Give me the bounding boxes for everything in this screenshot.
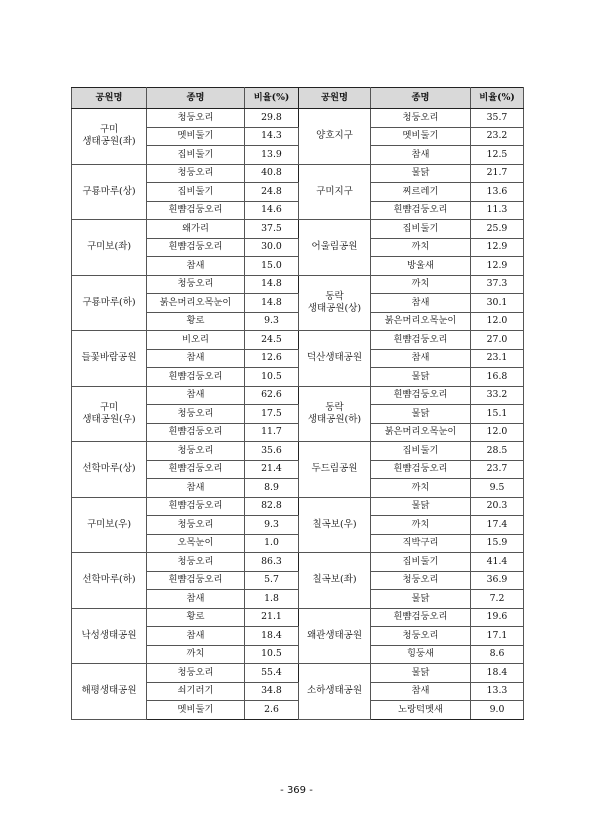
ratio-right: 23.1 <box>471 349 524 368</box>
ratio-right: 7.2 <box>471 590 524 609</box>
park-name-left: 해평생태공원 <box>72 664 147 720</box>
ratio-right: 28.5 <box>471 442 524 461</box>
species-right: 참새 <box>371 349 471 368</box>
species-right: 물닭 <box>371 497 471 516</box>
ratio-right: 41.4 <box>471 553 524 572</box>
page-number: - 369 - <box>280 785 313 796</box>
species-left: 흰뺨검둥오리 <box>147 460 245 479</box>
park-name-right: 동락 생태공원(상) <box>299 275 371 331</box>
ratio-right: 25.9 <box>471 220 524 239</box>
species-right: 흰뺨검둥오리 <box>371 386 471 405</box>
species-right: 흰뺨검둥오리 <box>371 608 471 627</box>
ratio-left: 21.4 <box>245 460 299 479</box>
species-right: 집비둘기 <box>371 553 471 572</box>
ratio-right: 23.7 <box>471 460 524 479</box>
species-right: 청둥오리 <box>371 109 471 128</box>
ratio-left: 21.1 <box>245 608 299 627</box>
ratio-right: 15.9 <box>471 534 524 553</box>
ratio-left: 82.8 <box>245 497 299 516</box>
species-left: 멧비둘기 <box>147 127 245 146</box>
species-right: 흰뺨검둥오리 <box>371 460 471 479</box>
ratio-left: 62.6 <box>245 386 299 405</box>
ratio-left: 14.8 <box>245 294 299 313</box>
park-name-right: 구미지구 <box>299 164 371 220</box>
species-right: 물닭 <box>371 405 471 424</box>
species-right: 흰뺨검둥오리 <box>371 331 471 350</box>
ratio-left: 35.6 <box>245 442 299 461</box>
ratio-right: 9.5 <box>471 479 524 498</box>
ratio-left: 2.6 <box>245 701 299 720</box>
species-right: 물닭 <box>371 368 471 387</box>
ratio-left: 86.3 <box>245 553 299 572</box>
species-right: 까치 <box>371 238 471 257</box>
park-name-right: 칠곡보(좌) <box>299 553 371 609</box>
park-name-left: 선학마루(하) <box>72 553 147 609</box>
species-right: 까치 <box>371 516 471 535</box>
ratio-right: 37.3 <box>471 275 524 294</box>
ratio-left: 18.4 <box>245 627 299 646</box>
header-species-left: 종명 <box>147 88 245 109</box>
park-name-left: 구미 생태공원(좌) <box>72 109 147 165</box>
table-body <box>72 109 524 720</box>
ratio-right: 23.2 <box>471 127 524 146</box>
park-name-left: 구미 생태공원(우) <box>72 386 147 442</box>
ratio-left: 29.8 <box>245 109 299 128</box>
header-species-right: 종명 <box>371 88 471 109</box>
ratio-left: 1.8 <box>245 590 299 609</box>
ratio-right: 36.9 <box>471 571 524 590</box>
species-left: 청둥오리 <box>147 405 245 424</box>
species-left: 청둥오리 <box>147 164 245 183</box>
species-left: 참새 <box>147 479 245 498</box>
ratio-left: 17.5 <box>245 405 299 424</box>
ratio-left: 15.0 <box>245 257 299 276</box>
ratio-right: 11.3 <box>471 201 524 220</box>
species-left: 황로 <box>147 312 245 331</box>
ratio-left: 5.7 <box>245 571 299 590</box>
species-left: 황로 <box>147 608 245 627</box>
ratio-right: 12.5 <box>471 146 524 165</box>
species-right: 찌르레기 <box>371 183 471 202</box>
bird-species-table <box>71 87 524 720</box>
species-left: 청둥오리 <box>147 553 245 572</box>
park-name-left: 낙성생태공원 <box>72 608 147 664</box>
species-right: 집비둘기 <box>371 220 471 239</box>
species-left: 쇠기러기 <box>147 682 245 701</box>
ratio-right: 9.0 <box>471 701 524 720</box>
table-row <box>72 553 524 572</box>
species-right: 직박구리 <box>371 534 471 553</box>
table-row <box>72 386 524 405</box>
table-row <box>72 220 524 239</box>
species-left: 까치 <box>147 645 245 664</box>
ratio-left: 10.5 <box>245 368 299 387</box>
ratio-right: 8.6 <box>471 645 524 664</box>
ratio-left: 8.9 <box>245 479 299 498</box>
species-left: 왜가리 <box>147 220 245 239</box>
ratio-left: 9.3 <box>245 516 299 535</box>
ratio-left: 13.9 <box>245 146 299 165</box>
species-right: 멧비둘기 <box>371 127 471 146</box>
ratio-left: 14.8 <box>245 275 299 294</box>
ratio-left: 34.8 <box>245 682 299 701</box>
park-name-right: 동락 생태공원(하) <box>299 386 371 442</box>
park-name-right: 양호지구 <box>299 109 371 165</box>
ratio-right: 12.0 <box>471 312 524 331</box>
species-left: 청둥오리 <box>147 109 245 128</box>
park-name-right: 왜관생태공원 <box>299 608 371 664</box>
table-row <box>72 109 524 128</box>
ratio-right: 13.6 <box>471 183 524 202</box>
park-name-right: 칠곡보(우) <box>299 497 371 553</box>
ratio-right: 35.7 <box>471 109 524 128</box>
species-right: 힝둥새 <box>371 645 471 664</box>
ratio-left: 11.7 <box>245 423 299 442</box>
species-left: 멧비둘기 <box>147 701 245 720</box>
ratio-right: 12.0 <box>471 423 524 442</box>
park-name-left: 들꽃바람공원 <box>72 331 147 387</box>
header-ratio-right: 비율(%) <box>471 88 524 109</box>
species-right: 참새 <box>371 146 471 165</box>
species-right: 붉은머리오목눈이 <box>371 423 471 442</box>
species-left: 참새 <box>147 386 245 405</box>
species-left: 참새 <box>147 590 245 609</box>
ratio-right: 17.1 <box>471 627 524 646</box>
species-right: 참새 <box>371 682 471 701</box>
ratio-left: 10.5 <box>245 645 299 664</box>
ratio-right: 27.0 <box>471 331 524 350</box>
species-right: 청둥오리 <box>371 571 471 590</box>
species-left: 흰뺨검둥오리 <box>147 238 245 257</box>
table-row <box>72 275 524 294</box>
species-right: 집비둘기 <box>371 442 471 461</box>
header-park-right: 공원명 <box>299 88 371 109</box>
ratio-right: 21.7 <box>471 164 524 183</box>
ratio-left: 14.3 <box>245 127 299 146</box>
ratio-right: 13.3 <box>471 682 524 701</box>
ratio-left: 24.8 <box>245 183 299 202</box>
ratio-left: 37.5 <box>245 220 299 239</box>
species-right: 물닭 <box>371 664 471 683</box>
species-right: 붉은머리오목눈이 <box>371 312 471 331</box>
species-left: 흰뺨검둥오리 <box>147 571 245 590</box>
park-name-left: 구미보(우) <box>72 497 147 553</box>
park-name-right: 덕산생태공원 <box>299 331 371 387</box>
park-name-right: 어울림공원 <box>299 220 371 276</box>
ratio-left: 55.4 <box>245 664 299 683</box>
species-left: 흰뺨검둥오리 <box>147 368 245 387</box>
ratio-left: 14.6 <box>245 201 299 220</box>
table-row <box>72 664 524 683</box>
ratio-left: 40.8 <box>245 164 299 183</box>
ratio-left: 24.5 <box>245 331 299 350</box>
species-right: 흰뺨검둥오리 <box>371 201 471 220</box>
ratio-left: 12.6 <box>245 349 299 368</box>
ratio-right: 30.1 <box>471 294 524 313</box>
park-name-left: 구룡마루(하) <box>72 275 147 331</box>
ratio-left: 30.0 <box>245 238 299 257</box>
ratio-right: 20.3 <box>471 497 524 516</box>
table-row <box>72 608 524 627</box>
park-name-left: 구룡마루(상) <box>72 164 147 220</box>
ratio-right: 18.4 <box>471 664 524 683</box>
species-left: 흰뺨검둥오리 <box>147 423 245 442</box>
species-right: 방울새 <box>371 257 471 276</box>
park-name-right: 두드림공원 <box>299 442 371 498</box>
species-left: 참새 <box>147 349 245 368</box>
species-left: 청둥오리 <box>147 442 245 461</box>
species-right: 노랑턱멧새 <box>371 701 471 720</box>
species-left: 오목눈이 <box>147 534 245 553</box>
park-name-left: 선학마루(상) <box>72 442 147 498</box>
ratio-right: 17.4 <box>471 516 524 535</box>
species-left: 비오리 <box>147 331 245 350</box>
species-right: 참새 <box>371 294 471 313</box>
species-left: 흰뺨검둥오리 <box>147 497 245 516</box>
species-left: 참새 <box>147 627 245 646</box>
species-right: 청둥오리 <box>371 627 471 646</box>
table-header-row <box>72 88 524 109</box>
header-park-left: 공원명 <box>72 88 147 109</box>
table-row <box>72 497 524 516</box>
species-left: 집비둘기 <box>147 146 245 165</box>
species-right: 까치 <box>371 275 471 294</box>
park-name-right: 소하생태공원 <box>299 664 371 720</box>
species-left: 청둥오리 <box>147 664 245 683</box>
species-left: 붉은머리오목눈이 <box>147 294 245 313</box>
ratio-right: 12.9 <box>471 238 524 257</box>
table-row <box>72 164 524 183</box>
species-right: 물닭 <box>371 164 471 183</box>
table-row <box>72 442 524 461</box>
ratio-left: 9.3 <box>245 312 299 331</box>
species-left: 청둥오리 <box>147 516 245 535</box>
species-right: 물닭 <box>371 590 471 609</box>
species-left: 집비둘기 <box>147 183 245 202</box>
header-ratio-left: 비율(%) <box>245 88 299 109</box>
species-right: 까치 <box>371 479 471 498</box>
species-left: 청둥오리 <box>147 275 245 294</box>
ratio-right: 16.8 <box>471 368 524 387</box>
ratio-right: 12.9 <box>471 257 524 276</box>
ratio-right: 19.6 <box>471 608 524 627</box>
park-name-left: 구미보(좌) <box>72 220 147 276</box>
ratio-right: 15.1 <box>471 405 524 424</box>
ratio-left: 1.0 <box>245 534 299 553</box>
ratio-right: 33.2 <box>471 386 524 405</box>
species-left: 참새 <box>147 257 245 276</box>
species-left: 흰뺨검둥오리 <box>147 201 245 220</box>
table-row <box>72 331 524 350</box>
